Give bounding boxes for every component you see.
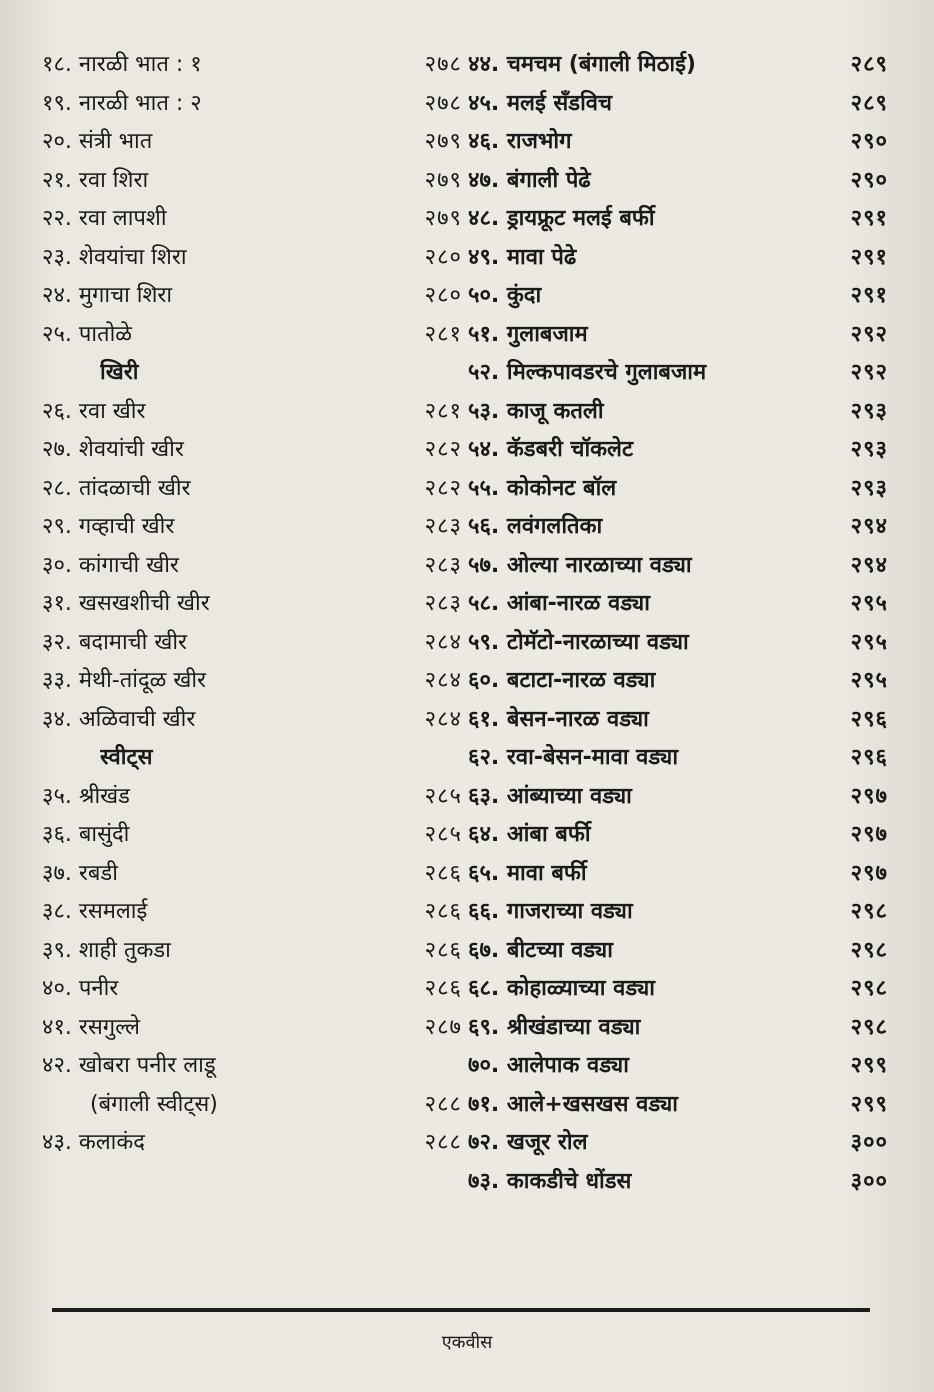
toc-entry-page: २९८	[850, 899, 888, 925]
toc-entry	[468, 275, 888, 314]
toc-entry-title: ३०. कांगाची खीर	[42, 552, 179, 578]
toc-entry-title: ५४. कॅडबरी चॉकलेट	[468, 437, 634, 463]
toc-entry	[468, 83, 888, 122]
toc-entry	[42, 853, 462, 892]
toc-entry-page: २७९	[424, 129, 462, 155]
toc-entry-page: २८९	[850, 90, 888, 116]
toc-entry-page: २९८	[850, 937, 888, 963]
toc-entry	[42, 237, 462, 276]
toc-entry-title: ६८. कोहाळ्याच्या वड्या	[468, 976, 655, 1002]
toc-entry	[468, 44, 888, 83]
toc-entry-page: २८१	[424, 321, 462, 347]
toc-entry-title: ४१. रसगुल्ले	[42, 1014, 140, 1040]
toc-entry	[468, 814, 888, 853]
toc-entry	[42, 506, 462, 545]
toc-entry-title: ५२. मिल्कपावडरचे गुलाबजाम	[468, 360, 707, 386]
toc-entry-page: २९१	[850, 206, 888, 232]
toc-entry-page: २९१	[850, 283, 888, 309]
toc-entry-title: ३६. बासुंदी	[42, 822, 130, 848]
toc-entry-title: ४९. मावा पेढे	[468, 244, 577, 270]
toc-entry	[468, 1161, 888, 1200]
toc-entry	[42, 1122, 462, 1161]
toc-entry-title: ४५. मलई सँडविच	[468, 90, 612, 116]
toc-entry	[468, 776, 888, 815]
toc-entry-title: ६७. बीटच्या वड्या	[468, 937, 613, 963]
toc-entry-page: २८०	[424, 244, 462, 270]
toc-entry-title: ६२. रवा-बेसन-मावा वड्या	[468, 745, 679, 771]
toc-entry-page: २८९	[850, 52, 888, 78]
toc-entry-page: २८५	[424, 783, 462, 809]
toc-right-column	[468, 44, 888, 1199]
toc-entry	[468, 622, 888, 661]
toc-entry-page: २९०	[850, 129, 888, 155]
page-number-footer: एकवीस	[441, 1332, 493, 1353]
toc-entry-title: २३. शेवयांचा शिरा	[42, 244, 187, 270]
toc-entry-title: ५८. आंबा-नारळ वड्या	[468, 591, 650, 617]
toc-entry-page: २८६	[424, 899, 462, 925]
toc-entry	[42, 930, 462, 969]
toc-entry	[42, 622, 462, 661]
toc-entry-page: २९५	[850, 668, 888, 694]
toc-entry-title: १८. नारळी भात : १	[42, 52, 202, 78]
toc-entry-title: ७२. खजूर रोल	[468, 1130, 588, 1156]
toc-entry	[42, 660, 462, 699]
toc-entry-page: २९३	[850, 437, 888, 463]
toc-entry	[468, 660, 888, 699]
toc-entry-title: स्वीट्स	[100, 745, 153, 771]
toc-entry-page: २९५	[850, 591, 888, 617]
toc-entry	[468, 968, 888, 1007]
toc-entry-page: २९३	[850, 398, 888, 424]
toc-entry-page: २८७	[424, 1014, 462, 1040]
toc-entry	[42, 583, 462, 622]
toc-entry	[468, 468, 888, 507]
toc-entry-page: २८६	[424, 976, 462, 1002]
toc-entry	[42, 314, 462, 353]
toc-entry-title: ६५. मावा बर्फी	[468, 860, 587, 886]
toc-entry	[42, 699, 462, 738]
toc-entry-title: २०. संत्री भात	[42, 129, 153, 155]
toc-entry-title: ३८. रसमलाई	[42, 899, 148, 925]
toc-entry	[468, 352, 888, 391]
toc-entry-title: ३७. रबडी	[42, 860, 118, 886]
toc-entry-title: खिरी	[100, 360, 139, 386]
toc-entry-title: २५. पातोळे	[42, 321, 133, 347]
toc-entry-page: २९५	[850, 629, 888, 655]
toc-left-column	[42, 44, 462, 1161]
toc-entry-page: २८४	[424, 668, 462, 694]
toc-entry-title: २८. तांदळाची खीर	[42, 475, 191, 501]
toc-entry-title: ६४. आंबा बर्फी	[468, 822, 591, 848]
toc-entry	[42, 968, 462, 1007]
toc-entry-title: ३२. बदामाची खीर	[42, 629, 188, 655]
toc-entry	[468, 930, 888, 969]
toc-entry-page: २८२	[424, 437, 462, 463]
toc-entry-title: २७. शेवयांची खीर	[42, 437, 184, 463]
toc-entry-page: २८६	[424, 860, 462, 886]
toc-entry-page: २७९	[424, 167, 462, 193]
toc-entry-title: ५७. ओल्या नारळाच्या वड्या	[468, 552, 692, 578]
toc-entry	[42, 814, 462, 853]
toc-entry-page: २८५	[424, 822, 462, 848]
toc-entry	[42, 121, 462, 160]
toc-entry-title: ५५. कोकोनट बॉल	[468, 475, 617, 501]
toc-entry-title: ५९. टोमॅटो-नारळाच्या वड्या	[468, 629, 689, 655]
toc-entry-page: २९८	[850, 1014, 888, 1040]
toc-entry-title: ५०. कुंदा	[468, 283, 542, 309]
toc-entry	[42, 1045, 462, 1084]
toc-entry	[42, 391, 462, 430]
toc-entry	[468, 314, 888, 353]
toc-entry	[468, 583, 888, 622]
toc-entry	[468, 737, 888, 776]
toc-entry	[42, 352, 462, 391]
toc-entry	[468, 891, 888, 930]
toc-entry-page: २९३	[850, 475, 888, 501]
toc-entry-title: १९. नारळी भात : २	[42, 90, 202, 116]
toc-entry	[42, 776, 462, 815]
toc-entry	[42, 1007, 462, 1046]
toc-entry-page: २७९	[424, 206, 462, 232]
toc-entry	[468, 429, 888, 468]
toc-entry-page: २७८	[424, 52, 462, 78]
toc-entry	[468, 1122, 888, 1161]
toc-entry	[468, 1007, 888, 1046]
toc-entry-page: २८०	[424, 283, 462, 309]
toc-entry	[468, 237, 888, 276]
toc-entry-title: ६१. बेसन-नारळ वड्या	[468, 706, 649, 732]
toc-entry-title: ३९. शाही तुकडा	[42, 937, 171, 963]
toc-entry	[468, 121, 888, 160]
toc-entry-title: ३३. मेथी-तांदूळ खीर	[42, 668, 207, 694]
toc-entry	[42, 545, 462, 584]
toc-entry	[42, 891, 462, 930]
toc-entry	[468, 699, 888, 738]
toc-entry-title: ६६. गाजराच्या वड्या	[468, 899, 633, 925]
toc-entry	[42, 275, 462, 314]
toc-entry	[42, 429, 462, 468]
toc-entry	[468, 1045, 888, 1084]
toc-entry-page: २९१	[850, 244, 888, 270]
toc-entry-title: २६. रवा खीर	[42, 398, 146, 424]
toc-entry-page: २९२	[850, 360, 888, 386]
toc-entry	[42, 737, 462, 776]
toc-entry-page: ३००	[850, 1130, 888, 1156]
toc-entry-title: २२. रवा लापशी	[42, 206, 167, 232]
toc-entry-title: ६९. श्रीखंडाच्या वड्या	[468, 1014, 641, 1040]
toc-entry-page: २९४	[850, 514, 888, 540]
toc-entry-title: ७१. आले+खसखस वड्या	[468, 1091, 678, 1117]
toc-entry-page: २९७	[850, 860, 888, 886]
toc-entry-page: २९०	[850, 167, 888, 193]
toc-entry-page: २९९	[850, 1091, 888, 1117]
toc-entry	[468, 198, 888, 237]
toc-entry-page: ३००	[850, 1168, 888, 1194]
toc-entry	[42, 44, 462, 83]
toc-entry-title: ४६. राजभोग	[468, 129, 572, 155]
toc-entry	[42, 468, 462, 507]
toc-entry-title: २४. मुगाचा शिरा	[42, 283, 173, 309]
toc-entry-page: २८८	[424, 1130, 462, 1156]
toc-entry	[468, 391, 888, 430]
toc-entry-title: ४२. खोबरा पनीर लाडू	[42, 1053, 216, 1079]
toc-entry-title: ३५. श्रीखंड	[42, 783, 130, 809]
toc-entry-page: २८६	[424, 937, 462, 963]
toc-entry-title: २९. गव्हाची खीर	[42, 514, 175, 540]
toc-entry-page: २९६	[850, 706, 888, 732]
toc-entry-page: २९७	[850, 822, 888, 848]
toc-entry-page: २९६	[850, 745, 888, 771]
toc-entry-title: ५१. गुलाबजाम	[468, 321, 588, 347]
toc-entry	[468, 160, 888, 199]
toc-entry-title: ४०. पनीर	[42, 976, 119, 1002]
toc-entry-title: ४८. ड्रायफ्रूट मलई बर्फी	[468, 206, 655, 232]
toc-entry-title: ६०. बटाटा-नारळ वड्या	[468, 668, 656, 694]
toc-entry	[42, 83, 462, 122]
toc-entry-title: ५३. काजू कतली	[468, 398, 604, 424]
toc-entry	[468, 545, 888, 584]
toc-entry-page: २८२	[424, 475, 462, 501]
toc-entry-page: २९९	[850, 1053, 888, 1079]
toc-entry	[42, 198, 462, 237]
toc-entry-title: ७३. काकडीचे धोंडस	[468, 1168, 632, 1194]
toc-entry-title: ४३. कलाकंद	[42, 1130, 145, 1156]
toc-entry-page: २९८	[850, 976, 888, 1002]
toc-entry-title: ४७. बंगाली पेढे	[468, 167, 591, 193]
toc-entry-page: २८४	[424, 629, 462, 655]
toc-entry-title: ३४. अळिवाची खीर	[42, 706, 196, 732]
toc-entry-page: २८३	[424, 514, 462, 540]
toc-entry-page: २८८	[424, 1091, 462, 1117]
footer-rule	[52, 1308, 870, 1312]
toc-entry-page: २९२	[850, 321, 888, 347]
toc-entry	[42, 1084, 462, 1123]
toc-entry-page: २८४	[424, 706, 462, 732]
toc-entry	[42, 160, 462, 199]
toc-entry-page: २८३	[424, 591, 462, 617]
toc-entry-title: ७०. आलेपाक वड्या	[468, 1053, 629, 1079]
toc-entry-title: ५६. लवंगलतिका	[468, 514, 603, 540]
toc-entry-title: ४४. चमचम (बंगाली मिठाई)	[468, 52, 696, 78]
toc-entry	[468, 853, 888, 892]
toc-entry-title: ६३. आंब्याच्या वड्या	[468, 783, 632, 809]
toc-entry	[468, 506, 888, 545]
toc-entry-page: २८१	[424, 398, 462, 424]
toc-entry-page: २८३	[424, 552, 462, 578]
toc-entry-title: ३१. खसखशीची खीर	[42, 591, 210, 617]
toc-entry-page: २९४	[850, 552, 888, 578]
toc-entry	[468, 1084, 888, 1123]
toc-entry-title: २१. रवा शिरा	[42, 167, 149, 193]
toc-entry-title: (बंगाली स्वीट्स)	[90, 1091, 218, 1117]
toc-entry-page: २७८	[424, 90, 462, 116]
toc-entry-page: २९७	[850, 783, 888, 809]
